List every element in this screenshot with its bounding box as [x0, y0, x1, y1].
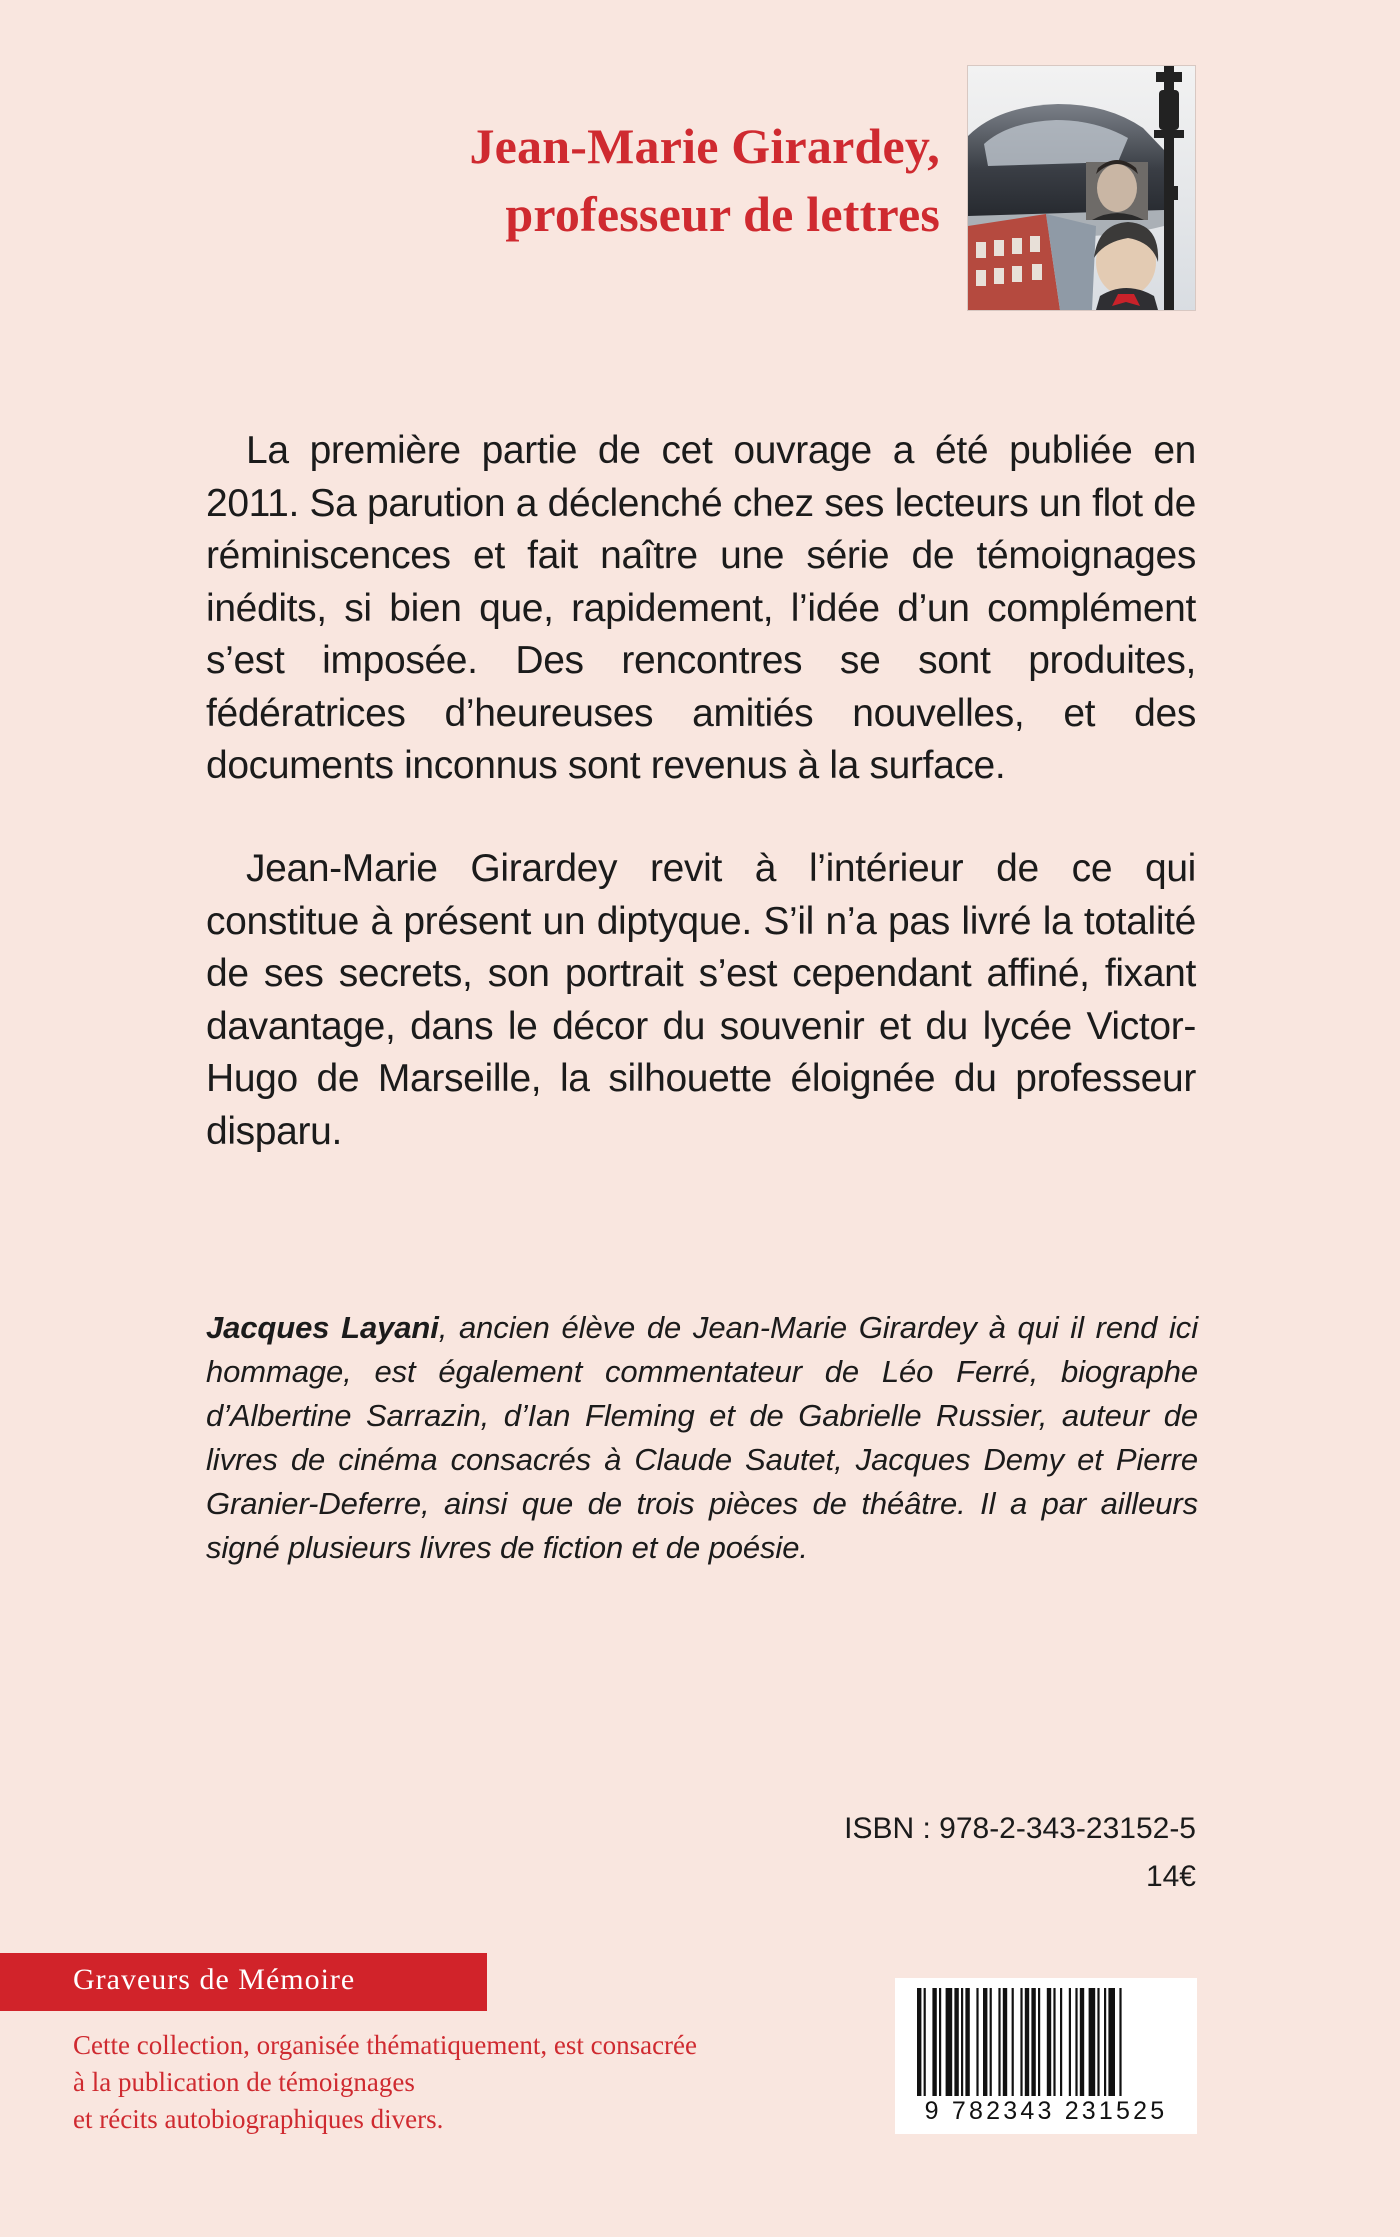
barcode-bar — [924, 1988, 926, 2110]
barcode-bar — [961, 1988, 963, 2096]
portrait-composer — [1094, 222, 1158, 310]
book-title — [400, 112, 940, 248]
author-name: Jacques Layani — [206, 1310, 439, 1345]
title-line-2: professeur de lettres — [505, 186, 940, 242]
barcode-bar — [1012, 1988, 1014, 2096]
summary-paragraph-1: La première partie de cet ouvrage a été publiée en 2011. Sa parution a déclenché chez ses lecteurs un flot de réminiscences et fait naître une série de témoignages inédits, si bien que, rapidement, l’idée d’un complément s’est imposée. Des rencontres se sont produites, fédératrices d’heureuses amitiés nouvelles, et des documents inconnus sont revenus à la surface. — [206, 429, 1196, 787]
barcode-bar — [1104, 1988, 1106, 2096]
barcode-bar — [1020, 1988, 1022, 2096]
barcode-bar — [965, 1988, 969, 2096]
barcode-digits: 9 782343 231525 — [895, 2096, 1197, 2126]
barcode-bar — [976, 1988, 978, 2096]
isbn-price-block — [760, 1805, 1196, 1901]
collection-desc-line-3: et récits autobiographiques divers. — [73, 2104, 444, 2134]
barcode-bar — [1031, 1988, 1035, 2096]
barcode-bar — [917, 1988, 921, 2110]
collection-desc-line-1: Cette collection, organisée thématiquement, est consacrée — [73, 2030, 698, 2060]
collection-description — [73, 2027, 733, 2138]
barcode-bar — [1053, 1988, 1055, 2096]
barcode-bar — [946, 1988, 953, 2096]
cover-photo-collage — [968, 66, 1195, 310]
barcode-bar — [932, 1988, 936, 2096]
portrait-man — [1086, 160, 1148, 220]
barcode-bar — [1038, 1988, 1040, 2096]
price: 14€ — [1145, 1860, 1196, 1893]
summary-paragraph-2: Jean-Marie Girardey revit à l’intérieur de ce qui constitue à présent un diptyque. S’il n’a pas livré la totalité de ses secrets, son portrait s’est cependant affiné, fixant davantage, dans le décor du souvenir et du lycée Victor-Hugo de Marseille, la silhouette éloignée du professeur disparu. — [206, 847, 1196, 1153]
isbn: ISBN : 978-2-343-23152-5 — [844, 1812, 1196, 1845]
title-line-1: Jean-Marie Girardey, — [469, 118, 940, 174]
barcode-bar — [1075, 1988, 1077, 2096]
barcode-bar — [1108, 1988, 1115, 2096]
barcode-bar — [1097, 1988, 1099, 2096]
barcode-bar — [939, 1988, 941, 2096]
barcode-bar — [954, 1988, 958, 2096]
barcode-bar — [1025, 1988, 1029, 2096]
barcode-bar — [998, 1988, 1000, 2096]
barcode-bar — [1069, 1988, 1071, 2096]
photo-collage-illustration — [968, 66, 1195, 310]
barcode-bar — [1047, 1988, 1051, 2096]
school-building — [968, 214, 1096, 310]
barcode-bar — [983, 1988, 987, 2096]
barcode-bar — [1089, 1988, 1096, 2096]
collection-name: Graveurs de Mémoire — [73, 1963, 356, 1996]
barcode — [895, 1978, 1197, 2134]
barcode-bar — [1060, 1988, 1062, 2096]
collection-desc-line-2: à la publication de témoignages — [73, 2067, 415, 2097]
barcode-bar — [1003, 1988, 1007, 2096]
barcode-bar — [1080, 1988, 1084, 2096]
barcode-bar — [1119, 1988, 1121, 2110]
author-bio-text: , ancien élève de Jean-Marie Girardey à qui il rend ici hommage, est également commentateur de Léo Ferré, biographe d’Albertine Sarrazin, d’Ian Fleming et de Gabrielle Russier, auteur de livres de cinéma consacrés à Claude Sautet, Jacques Demy et Pierre Granier-Deferre, ainsi que de trois pièces de théâtre. Il a par ailleurs signé plusieurs livres de fiction et de poésie. — [206, 1310, 1198, 1565]
barcode-bar — [990, 1988, 992, 2096]
author-bio — [206, 1306, 1198, 1570]
